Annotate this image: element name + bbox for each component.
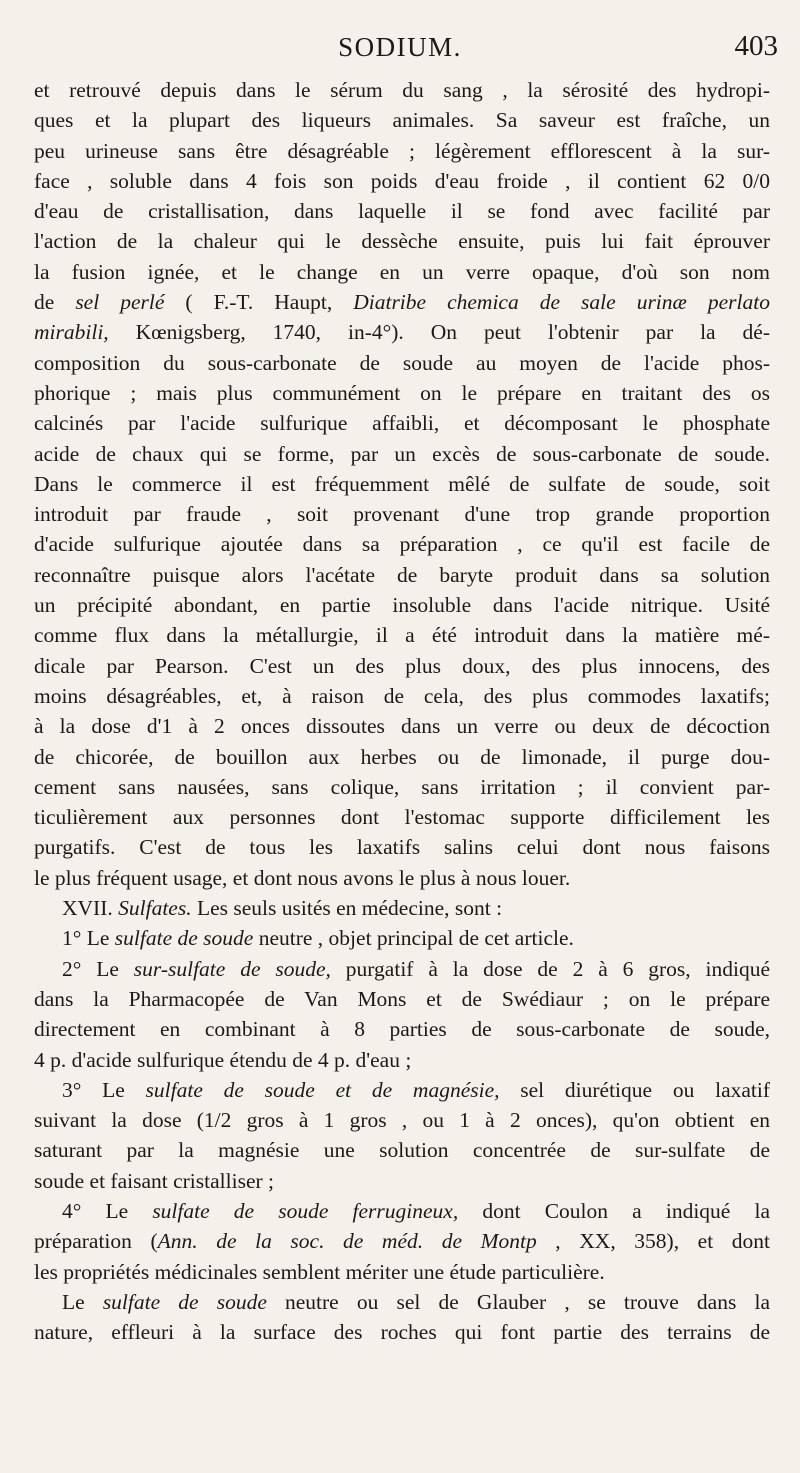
text-line — [34, 1075, 770, 1105]
text-segment: à la dose d'1 à 2 onces dissoutes dans un verre ou deux de décoction — [34, 714, 770, 739]
text-line — [34, 469, 770, 499]
text-line — [34, 378, 770, 408]
text-segment: face , soluble dans 4 fois son poids d'eau froide , il contient 62 0/0 — [34, 168, 770, 193]
italic-text: sel perlé — [75, 290, 165, 315]
italic-text: sulfate de soude — [114, 926, 254, 951]
text-line — [34, 1166, 770, 1196]
text-segment: l'action de la chaleur qui le dessèche ensuite, puis lui fait éprouver — [34, 229, 770, 254]
text-line — [34, 923, 770, 953]
text-segment: soude et faisant cristalliser ; — [34, 1168, 275, 1193]
text-segment: moins désagréables, et, à raison de cela, des plus commodes laxatifs; — [34, 683, 770, 708]
text-line — [34, 1196, 770, 1226]
text-line — [34, 166, 770, 196]
italic-text: Sulfates. — [118, 896, 192, 921]
text-line — [34, 711, 770, 741]
text-segment: peu urineuse sans être désagréable ; légèrement efflorescent à la sur- — [34, 138, 770, 163]
text-segment: la fusion ignée, et le change en un verre opaque, d'où son nom — [34, 259, 770, 284]
text-line — [34, 772, 770, 802]
page-number: 403 — [734, 30, 778, 62]
text-segment: nature, effleuri à la surface des roches qui font partie des terrains de — [34, 1320, 770, 1345]
text-line — [34, 1317, 770, 1347]
italic-text: sulfate de soude — [102, 1289, 267, 1314]
text-segment: 1° Le — [62, 926, 115, 951]
text-segment: sel diurétique ou laxatif — [499, 1077, 770, 1102]
text-line — [34, 226, 770, 256]
text-segment: de — [34, 290, 76, 315]
running-title: SODIUM. — [338, 32, 462, 62]
italic-text: Diatribe chemica de sale urinæ perlato — [353, 290, 770, 315]
italic-text: Ann. de la soc. de méd. de Montp — [157, 1229, 537, 1254]
text-line — [34, 802, 770, 832]
text-line — [34, 1257, 770, 1287]
text-line — [34, 560, 770, 590]
text-segment: les propriétés médicinales semblent mériter une étude particulière. — [34, 1259, 605, 1284]
text-segment: cement sans nausées, sans colique, sans irritation ; il convient par- — [34, 774, 770, 799]
text-line — [34, 984, 770, 1014]
text-segment: Les seuls usités en médecine, sont : — [191, 896, 503, 921]
text-line — [34, 651, 770, 681]
text-segment: de chicorée, de bouillon aux herbes ou de limonade, il purge dou- — [34, 744, 770, 769]
text-segment: ticulièrement aux personnes dont l'estomac supporte difficilement les — [34, 805, 770, 830]
text-line — [34, 954, 770, 984]
text-line — [34, 287, 770, 317]
text-segment: Kœnigsberg, 1740, in-4°). On peut l'obtenir par la dé- — [108, 320, 770, 345]
text-line — [34, 439, 770, 469]
text-line — [34, 257, 770, 287]
text-line — [34, 1105, 770, 1135]
text-segment: 3° Le — [62, 1077, 146, 1102]
text-line — [34, 1045, 770, 1075]
italic-text: sur-sulfate de soude, — [133, 956, 331, 981]
text-segment: dans la Pharmacopée de Van Mons et de Swédiaur ; on le prépare — [34, 986, 770, 1011]
text-line — [34, 863, 770, 893]
text-line — [34, 1287, 770, 1317]
text-segment: purgatif à la dose de 2 à 6 gros, indiqué — [330, 956, 770, 981]
text-line — [34, 196, 770, 226]
text-segment: directement en combinant à 8 parties de sous-carbonate de soude, — [34, 1017, 770, 1042]
text-segment: neutre ou sel de Glauber , se trouve dans la — [266, 1289, 770, 1314]
text-line — [34, 681, 770, 711]
body-text — [34, 75, 770, 1347]
text-segment: neutre , objet principal de cet article. — [253, 926, 574, 951]
text-segment: le plus fréquent usage, et dont nous avons le plus à nous louer. — [34, 865, 571, 890]
text-segment: ( F.-T. Haupt, — [164, 290, 354, 315]
text-segment: , XX, 358), et dont — [536, 1229, 770, 1254]
text-line — [34, 136, 770, 166]
text-segment: préparation ( — [34, 1229, 158, 1254]
text-line — [34, 75, 770, 105]
text-segment: reconnaître puisque alors l'acétate de baryte produit dans sa solution — [34, 562, 770, 587]
text-segment: calcinés par l'acide sulfurique affaibli, et décomposant le phosphate — [34, 411, 770, 436]
text-line — [34, 317, 770, 347]
text-segment: 4 p. d'acide sulfurique étendu de 4 p. d'eau ; — [34, 1047, 412, 1072]
text-segment: 2° Le — [62, 956, 134, 981]
text-segment: saturant par la magnésie une solution concentrée de sur-sulfate de — [34, 1138, 770, 1163]
text-line — [34, 620, 770, 650]
text-line — [34, 1226, 770, 1256]
text-segment: phorique ; mais plus communément on le prépare en traitant des os — [34, 380, 770, 405]
text-segment: composition du sous-carbonate de soude au moyen de l'acide phos- — [34, 350, 770, 375]
text-segment: XVII. — [62, 896, 119, 921]
page-header — [0, 30, 800, 74]
text-line — [34, 893, 770, 923]
text-segment: ques et la plupart des liqueurs animales. Sa saveur est fraîche, un — [34, 108, 770, 133]
text-segment: d'acide sulfurique ajoutée dans sa préparation , ce qu'il est facile de — [34, 532, 770, 557]
italic-text: sulfate de soude ferrugineux, — [152, 1198, 459, 1223]
text-line — [34, 1135, 770, 1165]
text-segment: comme flux dans la métallurgie, il a été introduit dans la matière mé- — [34, 623, 770, 648]
text-line — [34, 590, 770, 620]
text-line — [34, 742, 770, 772]
text-segment: acide de chaux qui se forme, par un excès de sous-carbonate de soude. — [34, 441, 770, 466]
text-segment: suivant la dose (1/2 gros à 1 gros , ou 1 à 2 onces), qu'on obtient en — [34, 1108, 770, 1133]
text-segment: dont Coulon a indiqué la — [458, 1198, 770, 1223]
text-segment: dicale par Pearson. C'est un des plus doux, des plus innocens, des — [34, 653, 770, 678]
text-segment: d'eau de cristallisation, dans laquelle il se fond avec facilité par — [34, 199, 770, 224]
text-segment: Le — [62, 1289, 103, 1314]
italic-text: mirabili, — [34, 320, 109, 345]
text-line — [34, 348, 770, 378]
italic-text: sulfate de soude et de magnésie, — [145, 1077, 500, 1102]
text-line — [34, 1014, 770, 1044]
text-segment: 4° Le — [62, 1198, 153, 1223]
text-segment: Dans le commerce il est fréquemment mêlé de sulfate de soude, soit — [34, 471, 770, 496]
text-line — [34, 529, 770, 559]
text-line — [34, 499, 770, 529]
text-line — [34, 832, 770, 862]
text-segment: et retrouvé depuis dans le sérum du sang , la sérosité des hydropi- — [34, 78, 770, 102]
text-line — [34, 105, 770, 135]
text-segment: introduit par fraude , soit provenant d'une trop grande proportion — [34, 502, 770, 527]
text-segment: purgatifs. C'est de tous les laxatifs salins celui dont nous faisons — [34, 835, 770, 860]
text-line — [34, 408, 770, 438]
text-segment: un précipité abondant, en partie insoluble dans l'acide nitrique. Usité — [34, 593, 770, 618]
